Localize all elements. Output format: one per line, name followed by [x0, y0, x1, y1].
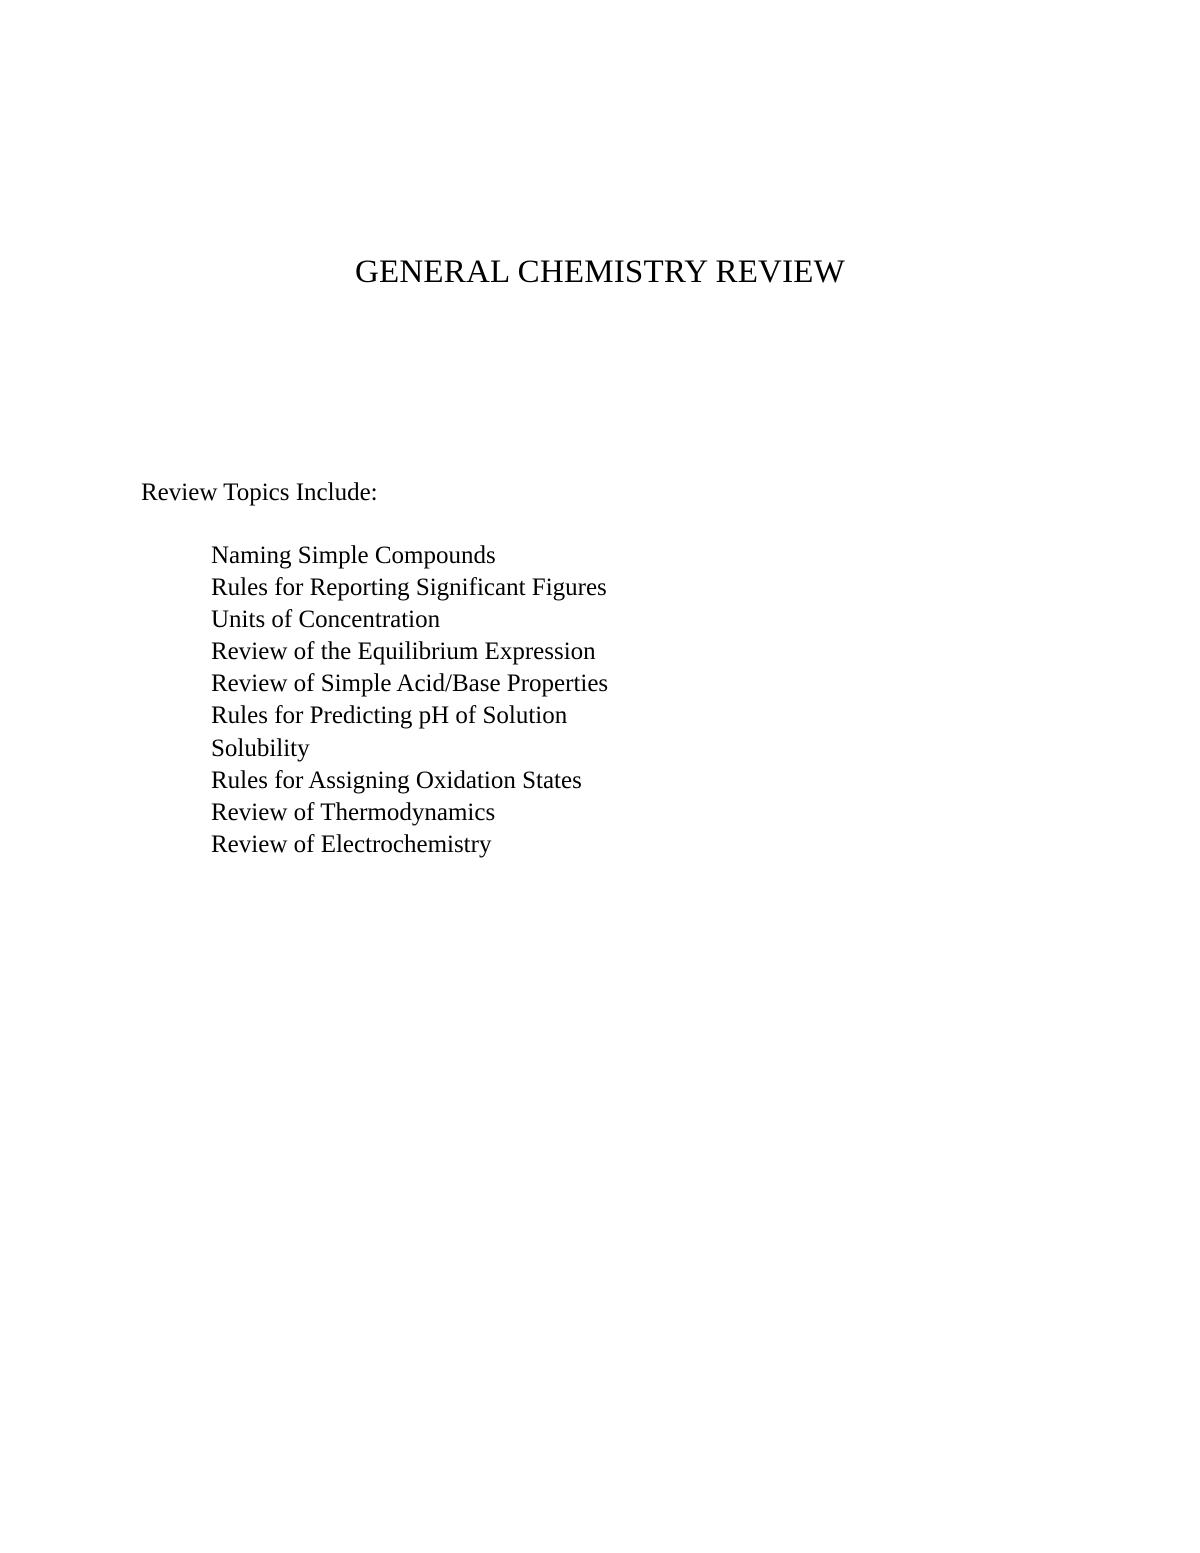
list-item: Naming Simple Compounds — [211, 542, 496, 569]
page-title: GENERAL CHEMISTRY REVIEW — [355, 254, 845, 290]
list-item: Solubility — [211, 734, 310, 762]
list-item: Review of Thermodynamics — [211, 798, 496, 826]
list-item: Review of Simple Acid/Base Properties — [211, 670, 609, 698]
list-item: Review of Electrochemistry — [211, 830, 492, 858]
topics-intro: Review Topics Include: — [141, 479, 378, 506]
list-item: Rules for Reporting Significant Figures — [211, 574, 607, 602]
topics-list — [211, 540, 608, 861]
list-item: Rules for Assigning Oxidation States — [211, 766, 582, 794]
list-item: Units of Concentration — [211, 606, 441, 634]
list-item: Rules for Predicting pH of Solution — [211, 702, 568, 730]
list-item: Review of the Equilibrium Expression — [211, 638, 596, 666]
